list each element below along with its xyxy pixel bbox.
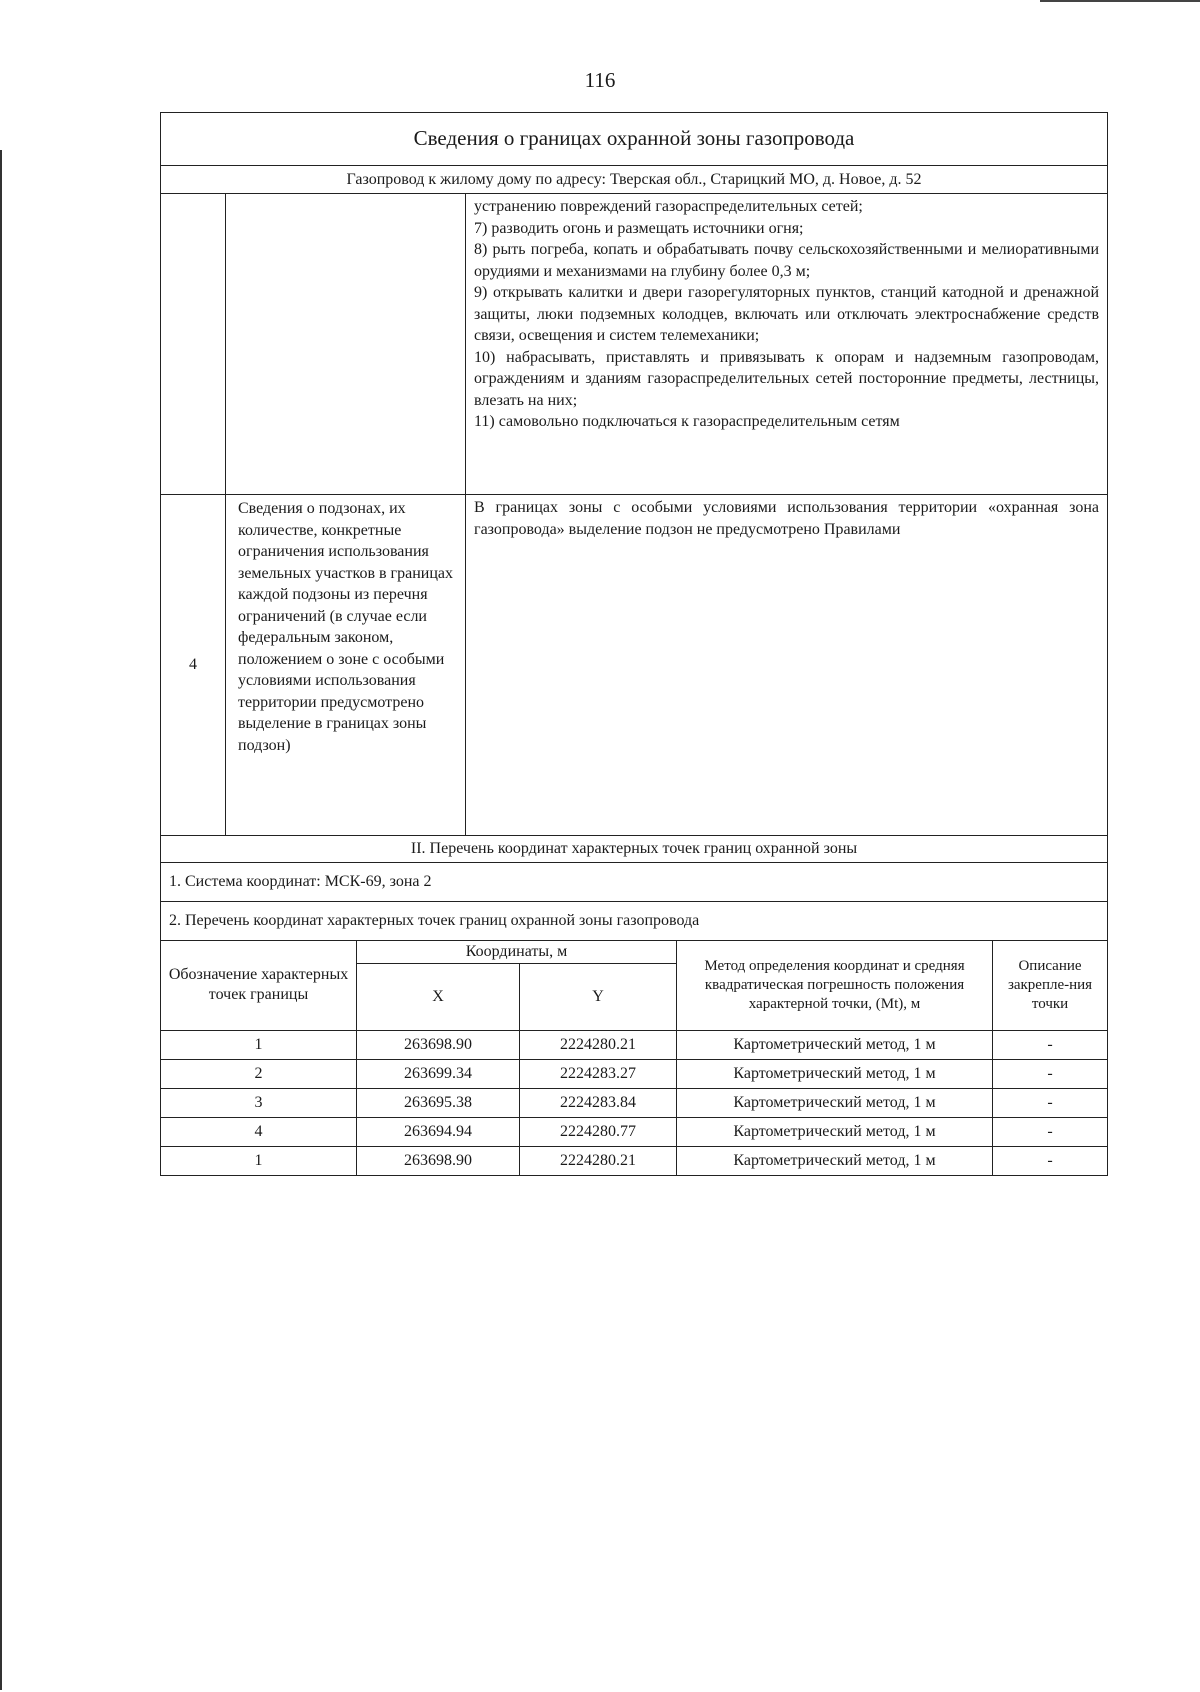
- page-number: 116: [584, 68, 616, 92]
- x-cell: 263699.34: [357, 1059, 520, 1088]
- restriction-line: 11) самовольно подключаться к газораспределительным сетям: [474, 413, 900, 430]
- point-cell: 2: [161, 1059, 357, 1088]
- document-title: Сведения о границах охранной зоны газопровода: [161, 113, 1108, 166]
- y-cell: 2224283.27: [520, 1059, 677, 1088]
- y-cell: 2224283.84: [520, 1088, 677, 1117]
- scan-edge-left: [0, 150, 2, 1690]
- y-cell: 2224280.21: [520, 1030, 677, 1059]
- row3-label-cell: [226, 194, 466, 495]
- desc-cell: -: [993, 1146, 1108, 1175]
- row4-label: Сведения о подзонах, их количестве, конкретные ограничения использования земельных участков в границах каждой подзоны из перечня ограничений (в случае если федеральным законом, положением о зоне с особыми условиями использования территории предусмотрено выделение в границах зоны подзон): [226, 495, 466, 836]
- method-cell: Картометрический метод, 1 м: [677, 1030, 993, 1059]
- header-description: Описание закрепле-ния точки: [993, 940, 1108, 1030]
- document-subtitle: Газопровод к жилому дому по адресу: Тверская обл., Старицкий МО, д. Новое, д. 52: [161, 166, 1108, 194]
- info-table: [160, 112, 1108, 941]
- header-point: Обозначение характерных точек границы: [161, 940, 357, 1030]
- coord-system: 1. Система координат: МСК-69, зона 2: [161, 863, 1108, 902]
- coordinates-table: [160, 940, 1108, 1176]
- point-cell: 3: [161, 1088, 357, 1117]
- y-cell: 2224280.77: [520, 1117, 677, 1146]
- method-cell: Картометрический метод, 1 м: [677, 1146, 993, 1175]
- desc-cell: -: [993, 1030, 1108, 1059]
- coord-list-title: 2. Перечень координат характерных точек границ охранной зоны газопровода: [161, 902, 1108, 941]
- row4-number: 4: [161, 495, 226, 836]
- x-cell: 263698.90: [357, 1030, 520, 1059]
- desc-cell: -: [993, 1059, 1108, 1088]
- restrictions-cell: [466, 194, 1108, 495]
- desc-cell: -: [993, 1088, 1108, 1117]
- point-cell: 1: [161, 1030, 357, 1059]
- restriction-line: 7) разводить огонь и размещать источники огня;: [474, 219, 804, 237]
- restriction-line: 9) открывать калитки и двери газорегуляторных пунктов, станций катодной и дренажной защиты, люки подземных колодцев, включать или отключать электроснабжение средств связи, освещения и систем телемеханики;: [474, 284, 1100, 344]
- y-cell: 2224280.21: [520, 1146, 677, 1175]
- x-cell: 263698.90: [357, 1146, 520, 1175]
- header-y: Y: [520, 963, 677, 1030]
- row4-text: В границах зоны с особыми условиями использования территории «охранная зона газопровода» выделение подзон не предусмотрено Правилами: [466, 495, 1108, 836]
- header-method: Метод определения координат и средняя квадратическая погрешность положения характерной точки, (Mt), м: [677, 940, 993, 1030]
- table-row: [161, 1146, 1108, 1175]
- header-coords: Координаты, м: [357, 940, 677, 963]
- table-row: [161, 1117, 1108, 1146]
- document-body: [160, 112, 1107, 1176]
- scan-edge-top: [1040, 0, 1200, 2]
- point-cell: 4: [161, 1117, 357, 1146]
- header-x: X: [357, 963, 520, 1030]
- x-cell: 263695.38: [357, 1088, 520, 1117]
- point-cell: 1: [161, 1146, 357, 1175]
- method-cell: Картометрический метод, 1 м: [677, 1117, 993, 1146]
- desc-cell: -: [993, 1117, 1108, 1146]
- table-row: [161, 1059, 1108, 1088]
- restriction-line: устранению повреждений газораспределительных сетей;: [474, 198, 863, 215]
- row3-number-cell: [161, 194, 226, 495]
- restriction-line: 8) рыть погреба, копать и обрабатывать почву сельскохозяйственными и мелиоративными орудиями и механизмами на глубину более 0,3 м;: [474, 241, 1100, 280]
- method-cell: Картометрический метод, 1 м: [677, 1059, 993, 1088]
- table-row: [161, 1088, 1108, 1117]
- section2-title: II. Перечень координат характерных точек границ охранной зоны: [161, 836, 1108, 863]
- restriction-line: 10) набрасывать, приставлять и привязывать к опорам и надземным газопроводам, ограждениям и зданиям газораспределительных сетей посторонние предметы, лестницы, влезать на них;: [474, 348, 1100, 409]
- method-cell: Картометрический метод, 1 м: [677, 1088, 993, 1117]
- table-row: [161, 1030, 1108, 1059]
- x-cell: 263694.94: [357, 1117, 520, 1146]
